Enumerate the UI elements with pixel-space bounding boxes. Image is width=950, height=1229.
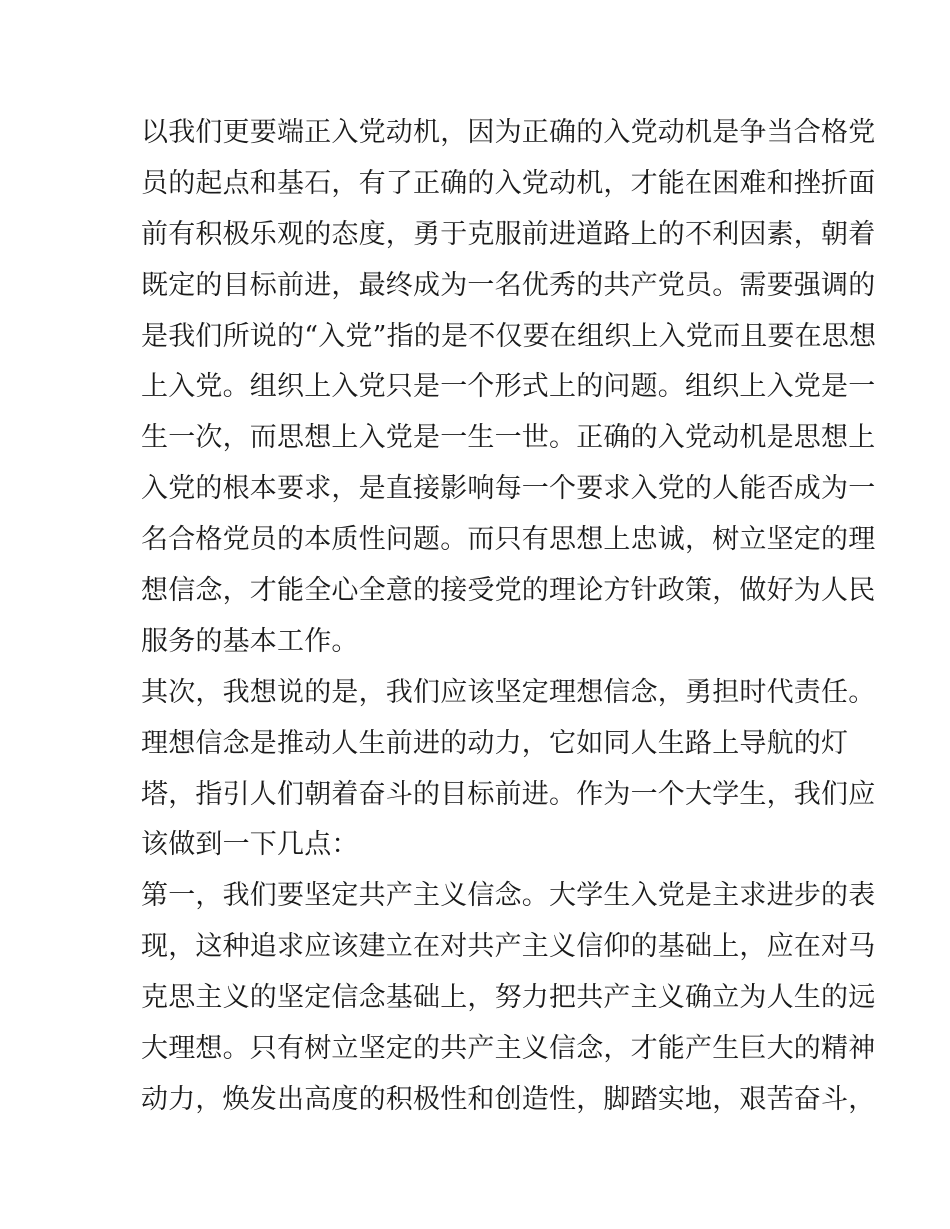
text-line: 大理想。只有树立坚定的共产主义信念，才能产生巨大的精神	[141, 1033, 876, 1065]
text-line: 是我们所说的“入党”指的是不仅要在组织上入党而且要在思想	[141, 320, 877, 352]
text-line: 既定的目标前进，最终成为一名优秀的共产党员。需要强调的	[141, 269, 876, 301]
text-line: 上入党。组织上入党只是一个形式上的问题。组织上入党是一	[141, 371, 876, 403]
text-line: 塔，指引人们朝着奋斗的目标前进。作为一个大学生，我们应	[141, 778, 876, 810]
text-line: 其次，我想说的是，我们应该坚定理想信念，勇担时代责任。	[141, 676, 876, 708]
text-line: 现，这种追求应该建立在对共产主义信仰的基础上，应在对马	[141, 931, 876, 963]
text-line: 入党的根本要求，是直接影响每一个要求入党的人能否成为一	[141, 473, 876, 505]
text-line: 理想信念是推动人生前进的动力，它如同人生路上导航的灯	[141, 727, 849, 759]
text-line: 前有积极乐观的态度，勇于克服前进道路上的不利因素，朝着	[141, 218, 876, 250]
text-line: 生一次，而思想上入党是一生一世。正确的入党动机是思想上	[141, 422, 876, 454]
text-line: 想信念，才能全心全意的接受党的理论方针政策，做好为人民	[141, 575, 876, 607]
text-line: 克思主义的坚定信念基础上，努力把共产主义确立为人生的远	[141, 982, 876, 1014]
text-line: 第一，我们要坚定共产主义信念。大学生入党是主求进步的表	[141, 880, 876, 912]
text-line: 员的起点和基石，有了正确的入党动机，才能在困难和挫折面	[141, 167, 876, 199]
text-line: 以我们更要端正入党动机，因为正确的入党动机是争当合格党	[141, 117, 876, 148]
text-line: 动力，焕发出高度的积极性和创造性，脚踏实地，艰苦奋斗，	[141, 1083, 876, 1115]
body-text	[141, 108, 877, 1126]
text-line: 名合格党员的本质性问题。而只有思想上忠诚，树立坚定的理	[141, 524, 876, 556]
text-line: 该做到一下几点：	[141, 829, 359, 861]
text-line: 服务的基本工作。	[141, 625, 359, 657]
